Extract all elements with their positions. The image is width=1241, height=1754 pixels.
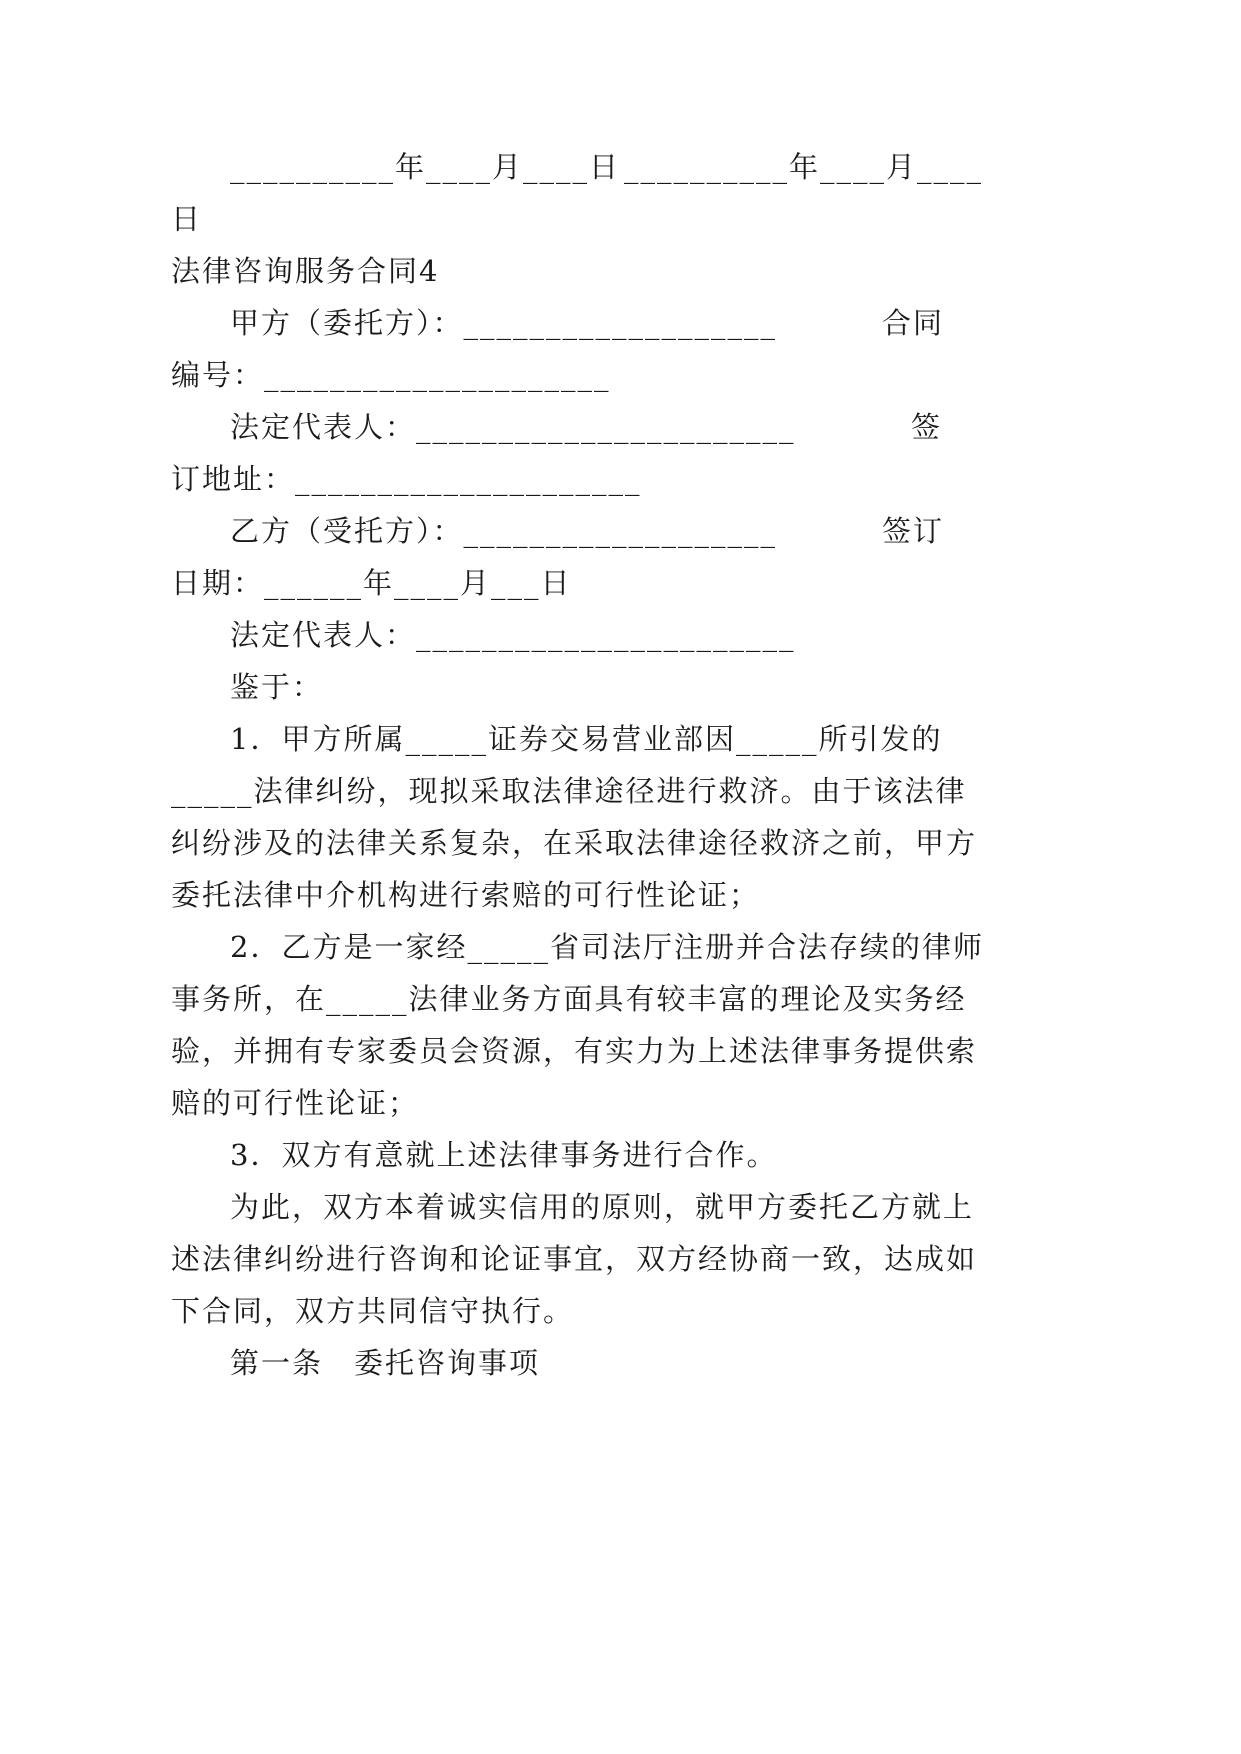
contract-title	[0, 251, 1241, 291]
title-text: 法律咨询服务合同4	[171, 254, 440, 288]
legal-rep-a-line	[0, 407, 1241, 447]
clause-2-line-1: 2．乙方是一家经_____省司法厅注册并合法存续的律师	[230, 930, 984, 964]
sign-address-line	[0, 459, 1241, 499]
contract-no-field: 编号：_____________________	[171, 358, 611, 392]
date-line-continued	[0, 199, 1241, 239]
clause-2-line-2: 事务所，在_____法律业务方面具有较丰富的理论及实务经	[171, 982, 967, 1016]
date-line	[0, 147, 1241, 187]
paragraph-line	[0, 1291, 1241, 1331]
whereas-text: 鉴于：	[230, 670, 324, 704]
date-field-1: __________年____月____日	[230, 150, 621, 184]
paragraph-line	[0, 1083, 1241, 1123]
paragraph-line	[0, 823, 1241, 863]
paragraph-line	[0, 771, 1241, 811]
closing-line-2: 述法律纠纷进行咨询和论证事宜，双方经协商一致，达成如	[171, 1242, 978, 1276]
sign-date-label: 签订	[882, 514, 945, 548]
text-segment: 日	[171, 202, 203, 236]
clause-2-line-3: 验，并拥有专家委员会资源，有实力为上述法律事务提供索	[171, 1034, 978, 1068]
paragraph-line	[0, 875, 1241, 915]
clause-1-line-3: 纠纷涉及的法律关系复杂，在采取法律途径救济之前，甲方	[171, 826, 978, 860]
contract-no-label: 合同	[882, 306, 945, 340]
contract-no-line	[0, 355, 1241, 395]
clause-2-line-4: 赔的可行性论证；	[171, 1086, 420, 1120]
date-field-2: __________年____月____	[624, 150, 984, 184]
sign-address-field: 订地址：_____________________	[171, 462, 642, 496]
paragraph-line	[0, 1187, 1241, 1227]
sign-date-field: 日期：______年____月___日	[171, 566, 572, 600]
party-b-line	[0, 511, 1241, 551]
article-1-title: 第一条 委托咨询事项	[230, 1346, 541, 1380]
article-heading	[0, 1343, 1241, 1383]
paragraph-line	[0, 1031, 1241, 1071]
sign-address-label: 签	[911, 410, 943, 444]
clause-1-line-4: 委托法律中介机构进行索赔的可行性论证；	[171, 878, 761, 912]
legal-rep-b-field: 法定代表人：_______________________	[230, 618, 796, 652]
party-b-field: 乙方（受托方）：___________________	[230, 514, 778, 548]
legal-rep-b-line	[0, 615, 1241, 655]
paragraph-line	[0, 719, 1241, 759]
clause-3-line-1: 3．双方有意就上述法律事务进行合作。	[230, 1138, 778, 1172]
paragraph-line	[0, 1135, 1241, 1175]
paragraph-line	[0, 1239, 1241, 1279]
party-a-line	[0, 303, 1241, 343]
paragraph-line	[0, 979, 1241, 1019]
sign-date-line	[0, 563, 1241, 603]
whereas-heading	[0, 667, 1241, 707]
closing-line-3: 下合同，双方共同信守执行。	[171, 1294, 575, 1328]
legal-rep-a-field: 法定代表人：_______________________	[230, 410, 796, 444]
party-a-field: 甲方（委托方）：___________________	[230, 306, 778, 340]
paragraph-line	[0, 927, 1241, 967]
clause-1-line-2: _____法律纠纷，现拟采取法律途径进行救济。由于该法律	[171, 774, 967, 808]
closing-line-1: 为此，双方本着诚实信用的原则，就甲方委托乙方就上	[230, 1190, 975, 1224]
clause-1-line-1: 1．甲方所属_____证券交易营业部因_____所引发的	[230, 722, 943, 756]
